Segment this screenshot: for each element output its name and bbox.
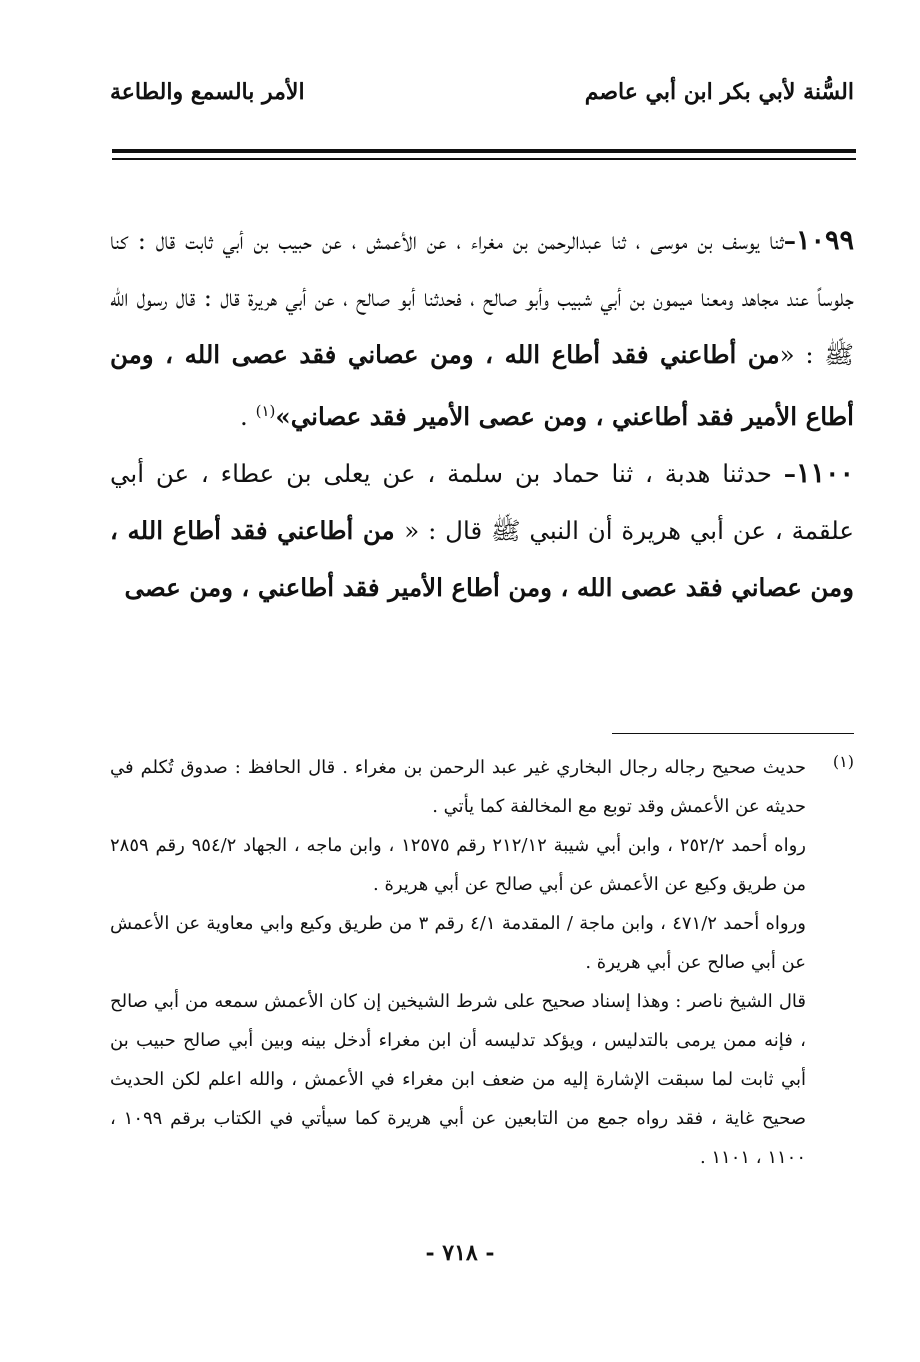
hadith-number: ١١٠٠ — [795, 458, 854, 490]
footnote-separator — [612, 733, 854, 734]
hadith-isnad: ثنا يوسف بن موسى ، ثنا عبدالرحمن بن مغراء ، عن الأعمش ، عن حبيب بن أبي ثابت قال : كنا جلوساً عند مجاهد ومعنا ميمون بن أبي شبيب وأبو صالح ، فحدثنا أبو صالح ، عن أبي هريرة قال : قال رسول الله ﷺ : « — [110, 226, 854, 369]
header-rule-thick — [112, 149, 856, 153]
quote-close: » — [275, 402, 291, 432]
footnote-paragraph: حديث صحيح رجاله رجال البخاري غير عبد الرحمن بن مغراء . قال الحافظ : صدوق تُكلم في حديثه عن الأعمش وقد توبع مع المخالفة كما يأتي . — [110, 757, 806, 817]
hadith-dash: – — [783, 459, 796, 489]
chapter-title: الأمر بالسمع والطاعة — [110, 79, 305, 105]
hadith-dash: – — [783, 226, 796, 255]
footnote-paragraph: رواه أحمد ٢٥٢/٢ ، وابن أبي شيبة ٢١٢/١٢ رقم ١٢٥٧٥ ، وابن ماجه ، الجهاد ٩٥٤/٢ رقم ٢٨٥٩ من طريق وكيع عن الأعمش عن أبي صالح عن أبي هريرة . — [110, 835, 806, 895]
running-head — [110, 72, 854, 112]
footnote-paragraph: ورواه أحمد ٤٧١/٢ ، وابن ماجة / المقدمة ٤/١ رقم ٣ من طريق وكيع وابي معاوية عن الأعمش عن أبي صالح عن أبي هريرة . — [110, 913, 807, 973]
footnotes — [110, 748, 806, 1177]
hadith-1100 — [110, 445, 854, 616]
hadith-isnad: حدثنا هدبة ، ثنا حماد بن سلمة ، عن يعلى بن عطاء ، عن أبي علقمة ، عن أبي هريرة أن النبي ﷺ قال : « — [110, 459, 854, 546]
page-number: - ٧١٨ - — [425, 1240, 495, 1266]
hadith-end: . — [240, 402, 256, 432]
hadith-number: ١٠٩٩ — [795, 225, 854, 256]
main-text — [110, 212, 854, 616]
footnote-marker: (١) — [832, 752, 854, 771]
book-title: السُّنة لأبي بكر ابن أبي عاصم — [584, 79, 854, 105]
hadith-1099 — [110, 212, 854, 445]
hadith-matn: من أطاعني فقد أطاع الله ، ومن عصاني فقد عصى الله ، ومن أطاع الأمير فقد أطاعني ، ومن عصى — [110, 516, 854, 603]
footnote-ref: (١) — [255, 402, 276, 420]
header-rule-thin — [112, 158, 856, 160]
footnote-paragraph: قال الشيخ ناصر : وهذا إسناد صحيح على شرط الشيخين إن كان الأعمش سمعه من أبي صالح ، فإنه ممن يرمى بالتدليس ، ويؤكد تدليسه أن ابن مغراء أدخل بينه وبين أبي صالح حبيب بن أبي ثابت لما سبقت الإشارة إليه من ضعف ابن مغراء في الأعمش ، والله اعلم لكن الحديث صحيح غاية ، فقد رواه جمع من التابعين عن أبي هريرة كما سيأتي في الكتاب برقم ١٠٩٩ ، ١١٠٠ ، ١١٠١ . — [110, 991, 806, 1168]
hadith-matn: من أطاعني فقد أطاع الله ، ومن عصاني فقد عصى الله ، ومن أطاع الأمير فقد أطاعني ، ومن عصى الأمير فقد عصاني — [110, 340, 854, 432]
